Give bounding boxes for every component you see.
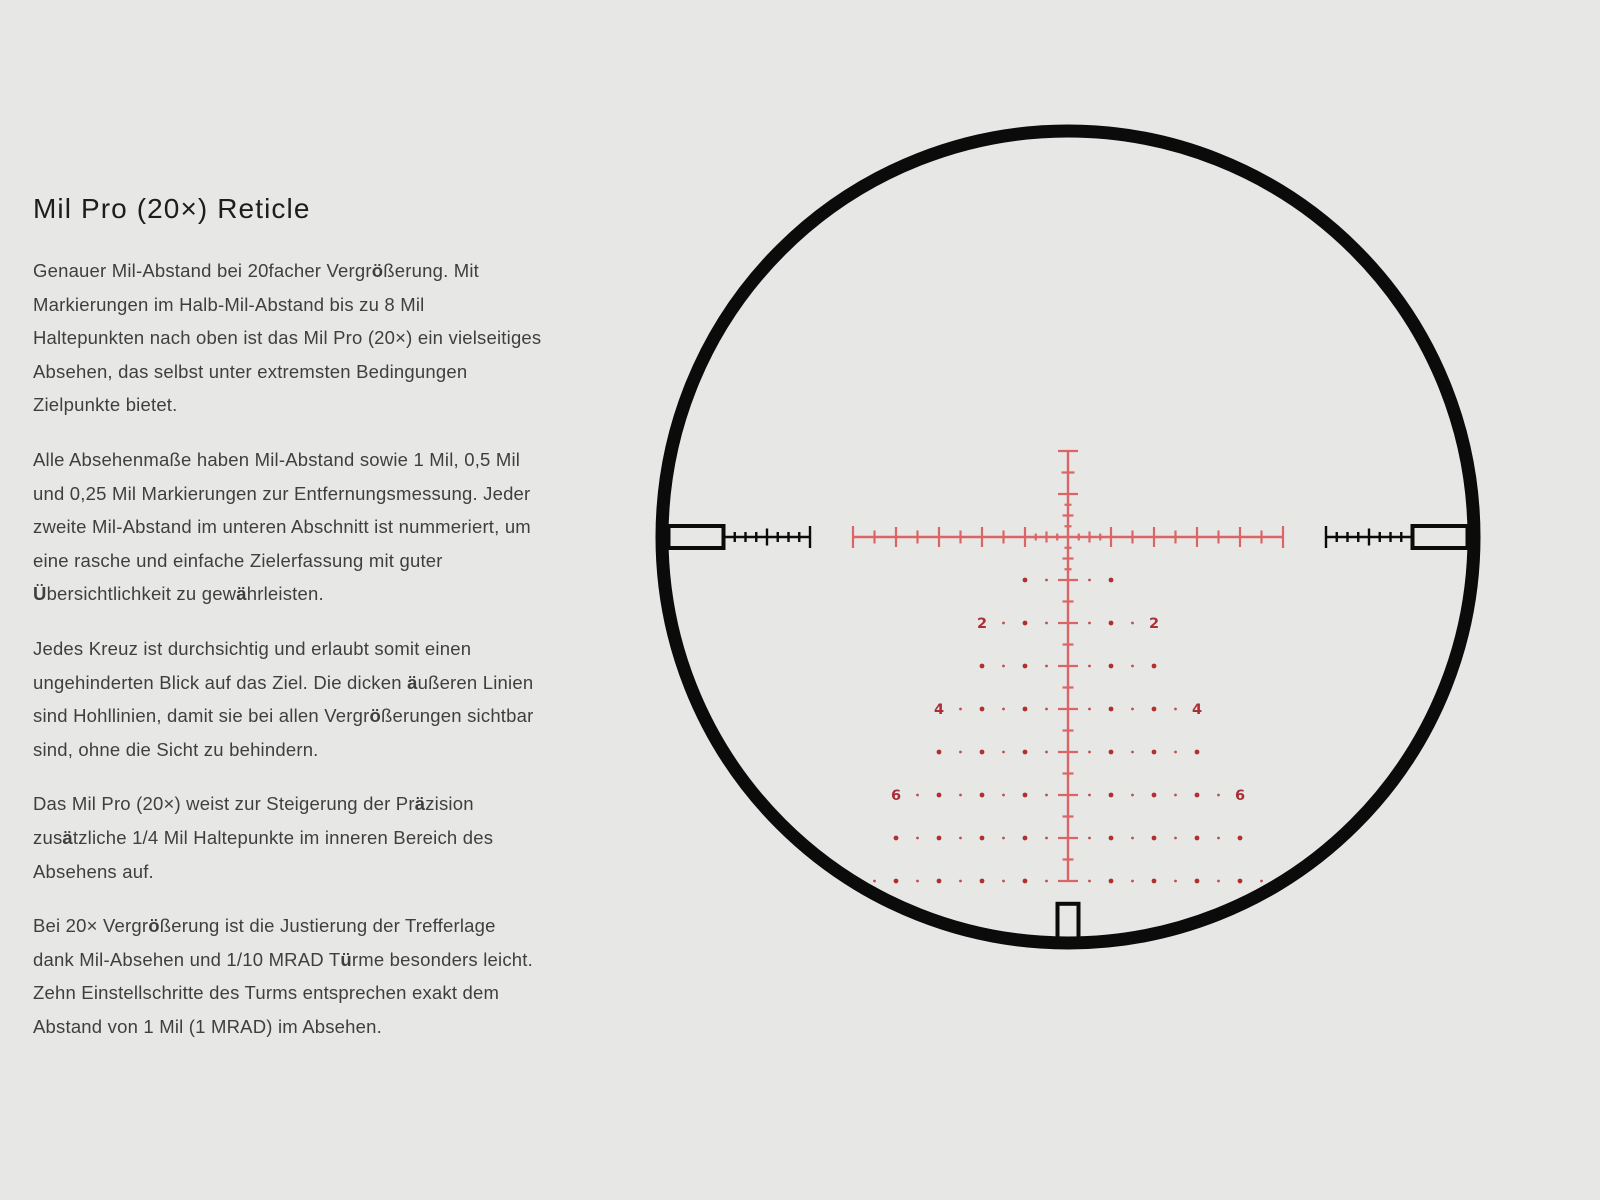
- svg-text:6: 6: [1234, 788, 1246, 805]
- text-line: und 0,25 Mil Markierungen zur Entfernungsmessung. Jeder: [33, 482, 531, 504]
- text-line: Zielpunkte bietet.: [33, 394, 178, 416]
- text-line: Zehn Einstellschritte des Turms entsprechen exakt dem: [33, 982, 500, 1004]
- text-line: dank Mil-Absehen und 1/10 MRAD Türme besonders leicht.: [33, 948, 533, 970]
- text-line: Abstand von 1 Mil (1 MRAD) im Absehen.: [33, 1015, 382, 1037]
- text-line: Haltepunkten nach oben ist das Mil Pro (20×) ein vielseitiges: [33, 327, 542, 349]
- paragraph-overview: [33, 254, 613, 422]
- text-line: Übersichtlichkeit zu gewährleisten.: [33, 583, 324, 605]
- svg-text:4: 4: [933, 702, 945, 719]
- text-line: zweite Mil-Abstand im unteren Abschnitt ist nummeriert, um: [33, 516, 531, 538]
- reticle-svg: [638, 107, 1498, 967]
- description-column: [33, 190, 613, 1064]
- paragraph-measurements: [33, 443, 613, 611]
- text-line: Absehen, das selbst unter extremsten Bedingungen: [33, 360, 468, 382]
- text-line: sind Hohllinien, damit sie bei allen Vergrößerungen sichtbar: [33, 705, 534, 727]
- text-line: ungehinderten Blick auf das Ziel. Die dicken äußeren Linien: [33, 671, 534, 693]
- text-line: Absehens auf.: [33, 860, 154, 882]
- left-stadia-bar: [669, 526, 811, 548]
- text-line: Bei 20× Vergrößerung ist die Justierung der Trefferlage: [33, 915, 496, 937]
- text-line: Alle Absehenmaße haben Mil-Abstand sowie 1 Mil, 0,5 Mil: [33, 448, 521, 470]
- text-line: eine rasche und einfache Zielerfassung mit guter: [33, 549, 443, 571]
- text-line: zusätzliche 1/4 Mil Haltepunkte im inneren Bereich des: [33, 826, 494, 848]
- paragraph-crosshair: [33, 632, 613, 766]
- text-line: Genauer Mil-Abstand bei 20facher Vergrößerung. Mit: [33, 260, 480, 281]
- bottom-post: [1058, 904, 1079, 942]
- right-stadia-bar: [1326, 526, 1468, 548]
- text-line: Markierungen im Halb-Mil-Abstand bis zu 8 Mil: [33, 293, 425, 315]
- paragraph-turrets: [33, 909, 613, 1043]
- svg-text:2: 2: [976, 616, 988, 633]
- paragraph-holdpoints: [33, 787, 613, 888]
- page-title: Mil Pro (20×) Reticle: [33, 193, 311, 224]
- svg-text:4: 4: [1191, 702, 1203, 719]
- text-line: sind, ohne die Sicht zu behindern.: [33, 738, 319, 760]
- svg-text:6: 6: [890, 788, 902, 805]
- svg-text:2: 2: [1148, 616, 1160, 633]
- text-line: Jedes Kreuz ist durchsichtig und erlaubt somit einen: [33, 637, 472, 659]
- reticle-figure: [638, 107, 1498, 967]
- red-vertical-scale: [1058, 451, 1078, 881]
- text-line: Das Mil Pro (20×) weist zur Steigerung der Präzision: [33, 793, 474, 815]
